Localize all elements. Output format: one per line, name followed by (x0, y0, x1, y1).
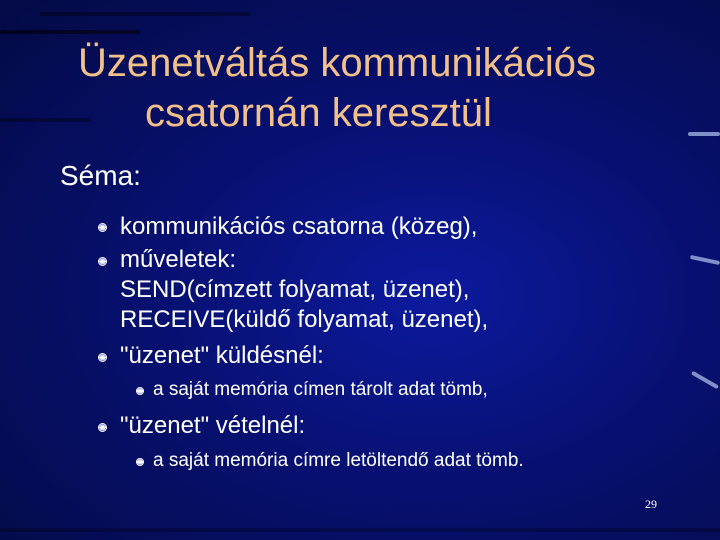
decor-stripe (688, 132, 720, 136)
bullet-icon (136, 387, 144, 395)
bullet-text: műveletek: (120, 246, 237, 273)
decor-stripe (0, 118, 90, 122)
bullet-text: RECEIVE(küldő folyamat, üzenet), (120, 306, 489, 333)
bullet-icon (98, 423, 107, 432)
decor-stripe (0, 528, 720, 532)
schema-label: Séma: (60, 160, 141, 191)
bullet-icon (136, 458, 144, 466)
bullet-icon (98, 223, 107, 232)
decor-stripe (690, 255, 720, 265)
title-line-2: csatornán keresztül (145, 91, 492, 135)
sub-bullet-text: a saját memória címre letöltendő adat tömb. (153, 450, 524, 471)
sub-bullet-text: a saját memória címen tárolt adat tömb, (153, 379, 488, 400)
decor-stripe (40, 12, 250, 16)
bullet-text: kommunikációs csatorna (közeg), (120, 213, 478, 240)
title-line-1: Üzenetváltás kommunikációs (78, 41, 596, 85)
decor-stripe (0, 30, 140, 34)
page-number: 29 (645, 497, 657, 511)
decor-stripe (691, 371, 719, 389)
bullet-text: "üzenet" vételnél: (120, 412, 306, 439)
bullet-text: SEND(címzett folyamat, üzenet), (120, 276, 470, 303)
bullet-text: "üzenet" küldésnél: (120, 342, 324, 369)
bullet-icon (98, 257, 107, 266)
bullet-icon (98, 353, 107, 362)
